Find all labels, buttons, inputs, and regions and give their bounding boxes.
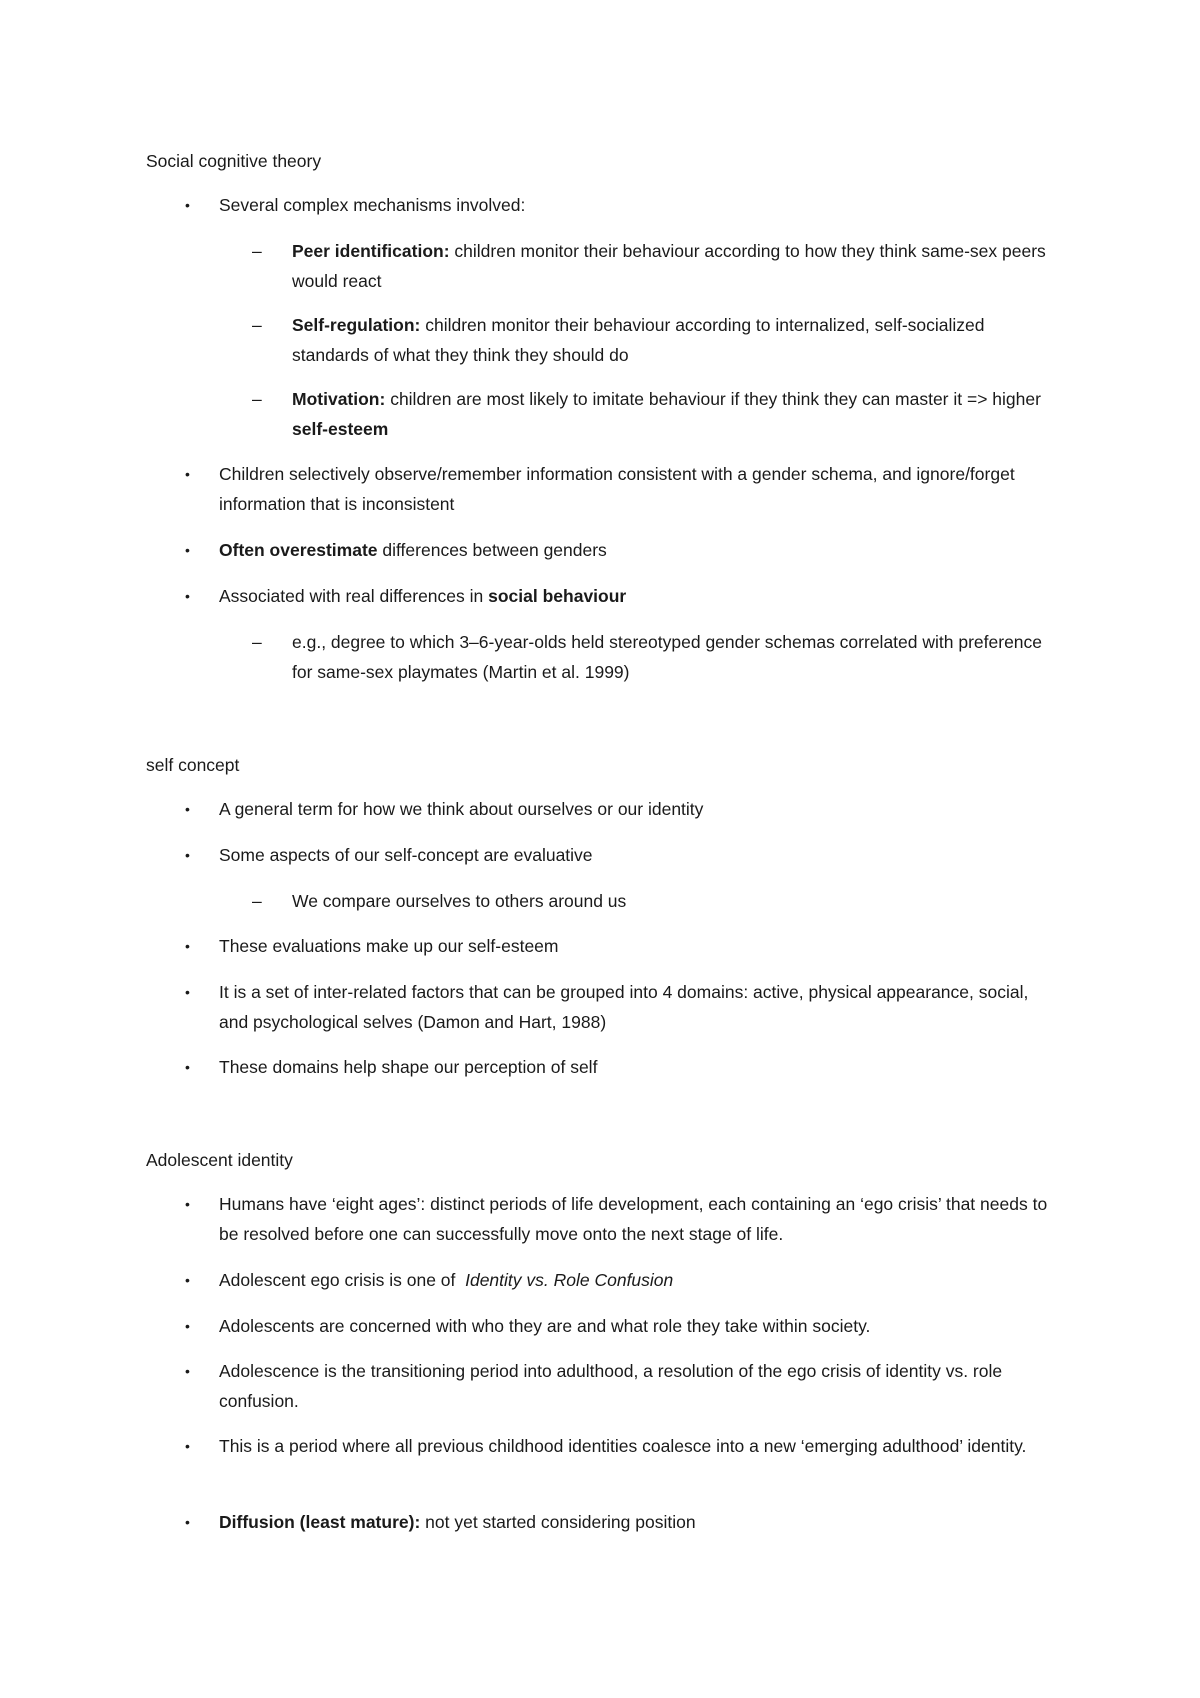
list-item — [185, 536, 1059, 566]
bullet-marker: • — [185, 1438, 190, 1454]
item-text: A general term for how we think about ourselves or our identity — [219, 799, 704, 819]
item-text: Adolescent ego crisis is one of — [219, 1270, 466, 1290]
item-emphasis: Often overestimate — [219, 540, 378, 560]
list-item — [252, 385, 1052, 444]
section-heading: self concept — [146, 755, 240, 775]
bullet-marker: • — [185, 1272, 190, 1288]
item-emphasis: self-esteem — [292, 418, 389, 439]
item-text: Some aspects of our self-concept are evaluative — [219, 845, 593, 865]
list-item — [185, 1190, 1059, 1249]
list-item — [185, 1266, 1059, 1296]
bullet-marker: • — [185, 588, 190, 604]
item-text: Humans have ‘eight ages’: distinct periods of life development, each containing an ‘ego crisis’ that needs to be resolved before one can successfully move onto the next stage of life. — [219, 1194, 1048, 1244]
bullet-marker: • — [185, 197, 190, 213]
bullet-marker: • — [185, 938, 190, 954]
list-item — [185, 191, 1059, 221]
list-item — [185, 1053, 1059, 1083]
list-item — [185, 582, 1059, 612]
bullet-marker: • — [185, 1059, 190, 1075]
item-text: It is a set of inter-related factors that can be grouped into 4 domains: active, physical appearance, social, and psychological selves (Damon and Hart, 1988) — [219, 982, 1029, 1032]
item-text: children monitor their behaviour according to how they think same-sex peers would react — [292, 241, 1046, 291]
item-term: Self-regulation: — [292, 315, 421, 335]
list-item — [185, 1508, 1059, 1538]
item-text: Several complex mechanisms involved: — [219, 195, 526, 215]
bullet-marker: • — [185, 1363, 190, 1379]
item-emphasis: social behaviour — [488, 586, 627, 606]
item-text: This is a period where all previous childhood identities coalesce into a new ‘emerging adulthood’ identity. — [219, 1436, 1027, 1456]
section-heading: Social cognitive theory — [146, 151, 322, 171]
list-item — [252, 237, 1052, 296]
item-text: differences between genders — [377, 540, 607, 560]
dash-marker: – — [252, 389, 262, 409]
list-item — [185, 1357, 1059, 1416]
list-item — [252, 628, 1052, 687]
item-term: Motivation: — [292, 389, 386, 409]
item-text: Adolescents are concerned with who they are and what role they take within society. — [219, 1316, 871, 1336]
item-term: Diffusion (least mature): — [219, 1512, 421, 1532]
dash-marker: – — [252, 891, 262, 911]
item-emphasis: Identity vs. Role Confusion — [465, 1270, 674, 1290]
list-item — [252, 887, 1052, 917]
item-text: children monitor their behaviour according to internalized, self-socialized standards of what they think they should do — [292, 315, 985, 365]
item-text: Children selectively observe/remember information consistent with a gender schema, and ignore/forget information that is inconsistent — [219, 464, 1015, 514]
item-text: Adolescence is the transitioning period into adulthood, a resolution of the ego crisis of identity vs. role confusion. — [219, 1361, 1003, 1411]
list-item — [185, 841, 1059, 871]
list-item — [252, 311, 1052, 370]
bullet-marker: • — [185, 466, 190, 482]
list-item — [185, 932, 1059, 962]
item-text: These domains help shape our perception of self — [219, 1057, 598, 1077]
bullet-marker: • — [185, 1514, 190, 1530]
list-item — [185, 978, 1059, 1037]
bullet-marker: • — [185, 542, 190, 558]
bullet-marker: • — [185, 1196, 190, 1212]
list-item — [185, 795, 1059, 825]
bullet-marker: • — [185, 847, 190, 863]
item-term: Peer identification: — [292, 241, 450, 261]
dash-marker: – — [252, 241, 262, 261]
bullet-marker: • — [185, 801, 190, 817]
item-text: We compare ourselves to others around us — [292, 891, 627, 911]
list-item — [185, 1432, 1059, 1462]
dash-marker: – — [252, 315, 262, 335]
bullet-marker: • — [185, 1318, 190, 1334]
item-text: children are most likely to imitate behaviour if they think they can master it => higher — [385, 389, 1041, 409]
item-text: These evaluations make up our self-esteem — [219, 936, 559, 956]
list-item — [185, 460, 1059, 519]
item-text: Associated with real differences in — [219, 586, 489, 606]
item-text: not yet started considering position — [420, 1512, 696, 1532]
list-item — [185, 1312, 1059, 1342]
bullet-marker: • — [185, 984, 190, 1000]
item-text: e.g., degree to which 3–6-year-olds held stereotyped gender schemas correlated with preference for same-sex playmates (Martin et al. 1999) — [292, 632, 1043, 682]
dash-marker: – — [252, 632, 262, 652]
section-heading: Adolescent identity — [146, 1150, 293, 1170]
